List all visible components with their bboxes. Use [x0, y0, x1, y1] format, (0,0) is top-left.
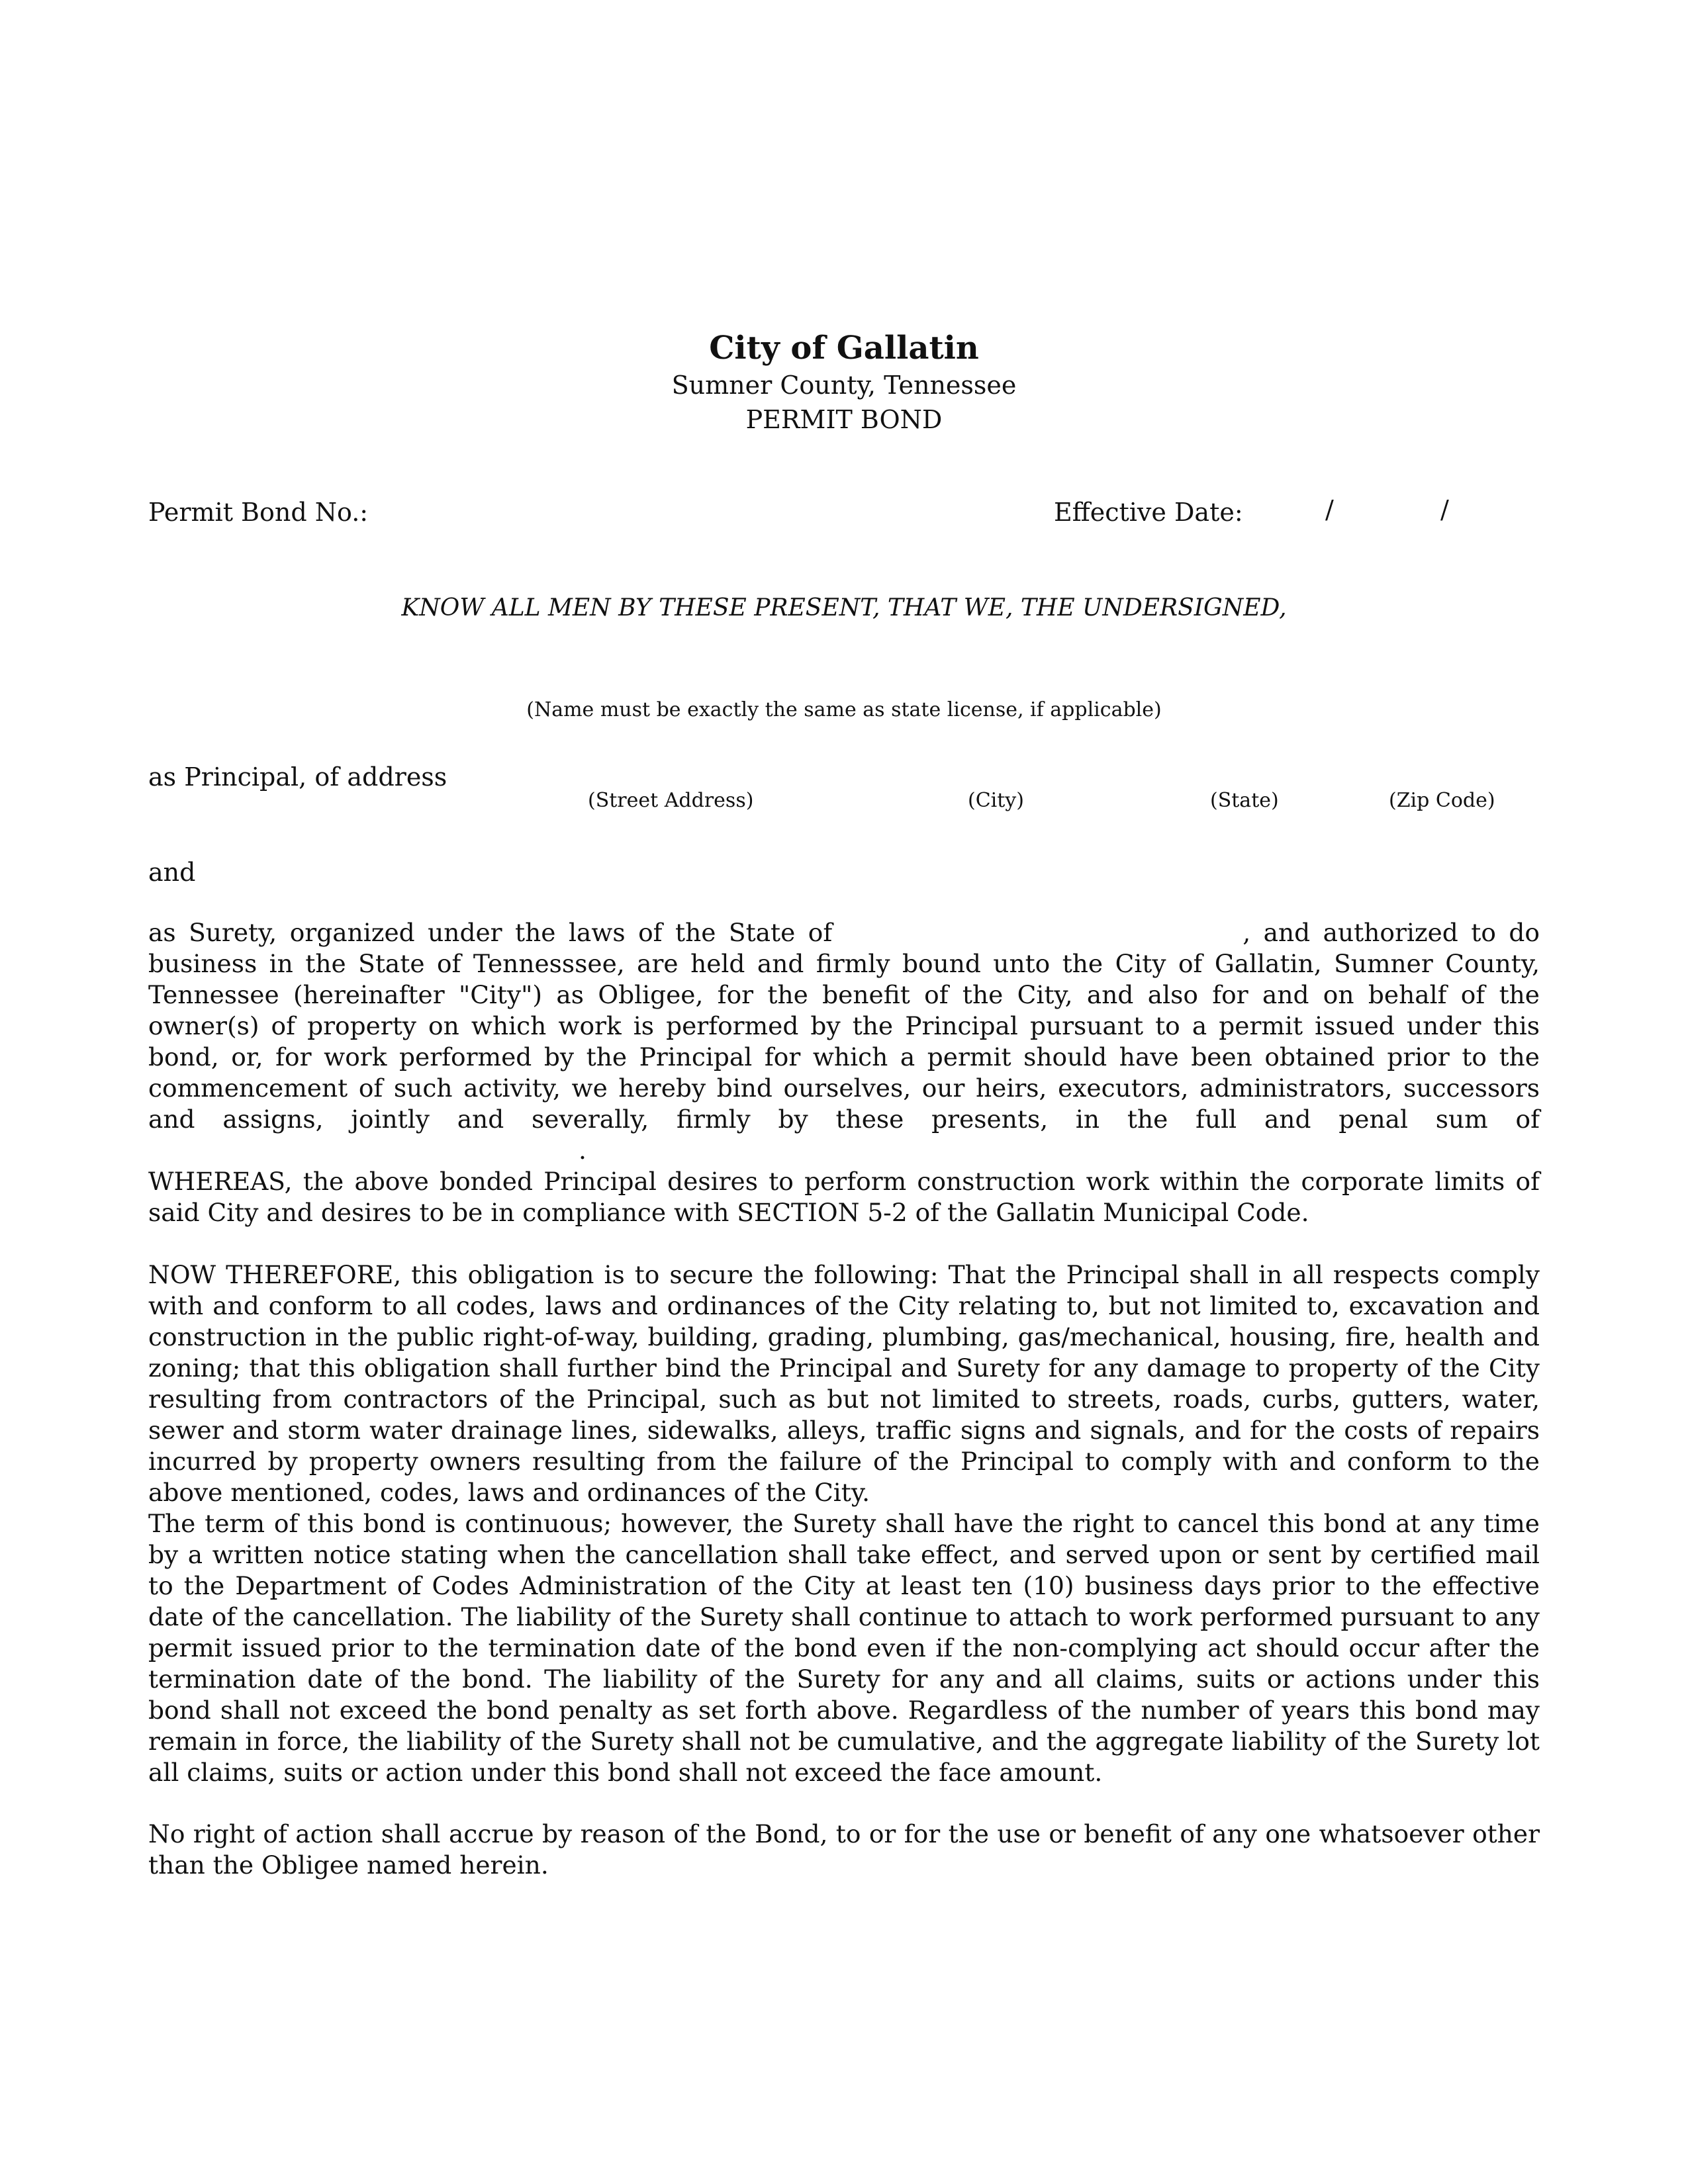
zip-code-caption: (Zip Code) [1389, 789, 1495, 812]
no-right-paragraph: No right of action shall accrue by reason of the Bond, to or for the use or benefit of any one whatsoever other than the Obligee named herein. [148, 1819, 1540, 1880]
intro-statement: KNOW ALL MEN BY THESE PRESENT, THAT WE, THE UNDERSIGNED, [401, 594, 1287, 621]
surety-text-1: as Surety, organized under the laws of the State of [148, 918, 833, 947]
whereas-paragraph: WHEREAS, the above bonded Principal desires to perform construction work within the corporate limits of said City and desires to be in compliance with SECTION 5-2 of the Gallatin Municipal Code. [148, 1167, 1540, 1227]
street-address-caption: (Street Address) [588, 789, 754, 812]
city-title: City of Gallatin [709, 330, 979, 367]
effective-date-label: Effective Date: [1054, 498, 1243, 527]
name-note: (Name must be exactly the same as state license, if applicable) [526, 698, 1162, 721]
term-paragraph: The term of this bond is continuous; however, the Surety shall have the right to cancel this bond at any time by a written notice stating when the cancellation shall take effect, and served upon or sent by certified mail to the Department of Codes Administration of the City at least ten (10) business days prior to the effective date of the cancellation. The liability of the Surety shall continue to attach to work performed pursuant to any permit issued prior to the termination date of the bond even if the non-complying act should occur after the termination date of the bond. The liability of the Surety for any and all claims, suits or actions under this bond shall not exceed the bond penalty as set forth above. Regardless of the number of years this bond may remain in force, the liability of the Surety shall not be cumulative, and the aggregate liability of the Surety lot all claims, suits or action under this bond shall not exceed the face amount. [148, 1509, 1540, 1787]
date-separator-2: / [1440, 495, 1449, 524]
date-separator-1: / [1325, 495, 1334, 524]
state-caption: (State) [1210, 789, 1279, 812]
county-subtitle: Sumner County, Tennessee [671, 371, 1017, 400]
permit-bond-no-label: Permit Bond No.: [148, 498, 369, 527]
surety-paragraph [148, 917, 1540, 1166]
city-caption: (City) [968, 789, 1024, 812]
principal-address-label: as Principal, of address [148, 762, 447, 792]
and-label: and [148, 858, 196, 887]
surety-text-2: , and authorized to do business in the State of Tennesssee, are held and firmly bound unto the City of Gallatin, Sumner County, Tennessee (hereinafter "City") as Obligee, for the benefit of the City, and also for and on behalf of the owner(s) of property on which work is performed by the Principal pursuant to a permit issued under this bond, or, for work performed by the Principal for which a permit should have been obtained prior to the commencement of such activity, we hereby bind ourselves, our heirs, executors, administrators, successors and assigns, jointly and severally, firmly by these presents, in the full and penal sum of [148, 918, 1540, 1134]
now-therefore-paragraph: NOW THEREFORE, this obligation is to secure the following: That the Principal shall in all respects comply with and conform to all codes, laws and ordinances of the City relating to, but not limited to, excavation and construction in the public right-of-way, building, grading, plumbing, gas/mechanical, housing, fire, health and zoning; that this obligation shall further bind the Principal and Surety for any damage to property of the City resulting from contractors of the Principal, such as but not limited to streets, roads, curbs, gutters, water, sewer and storm water drainage lines, sidewalks, alleys, traffic signs and signals, and for the costs of repairs incurred by property owners resulting from the failure of the Principal to comply with and conform to the above mentioned, codes, laws and ordinances of the City. [148, 1260, 1540, 1507]
document-type: PERMIT BOND [745, 405, 943, 434]
surety-text-3: . [579, 1136, 586, 1165]
